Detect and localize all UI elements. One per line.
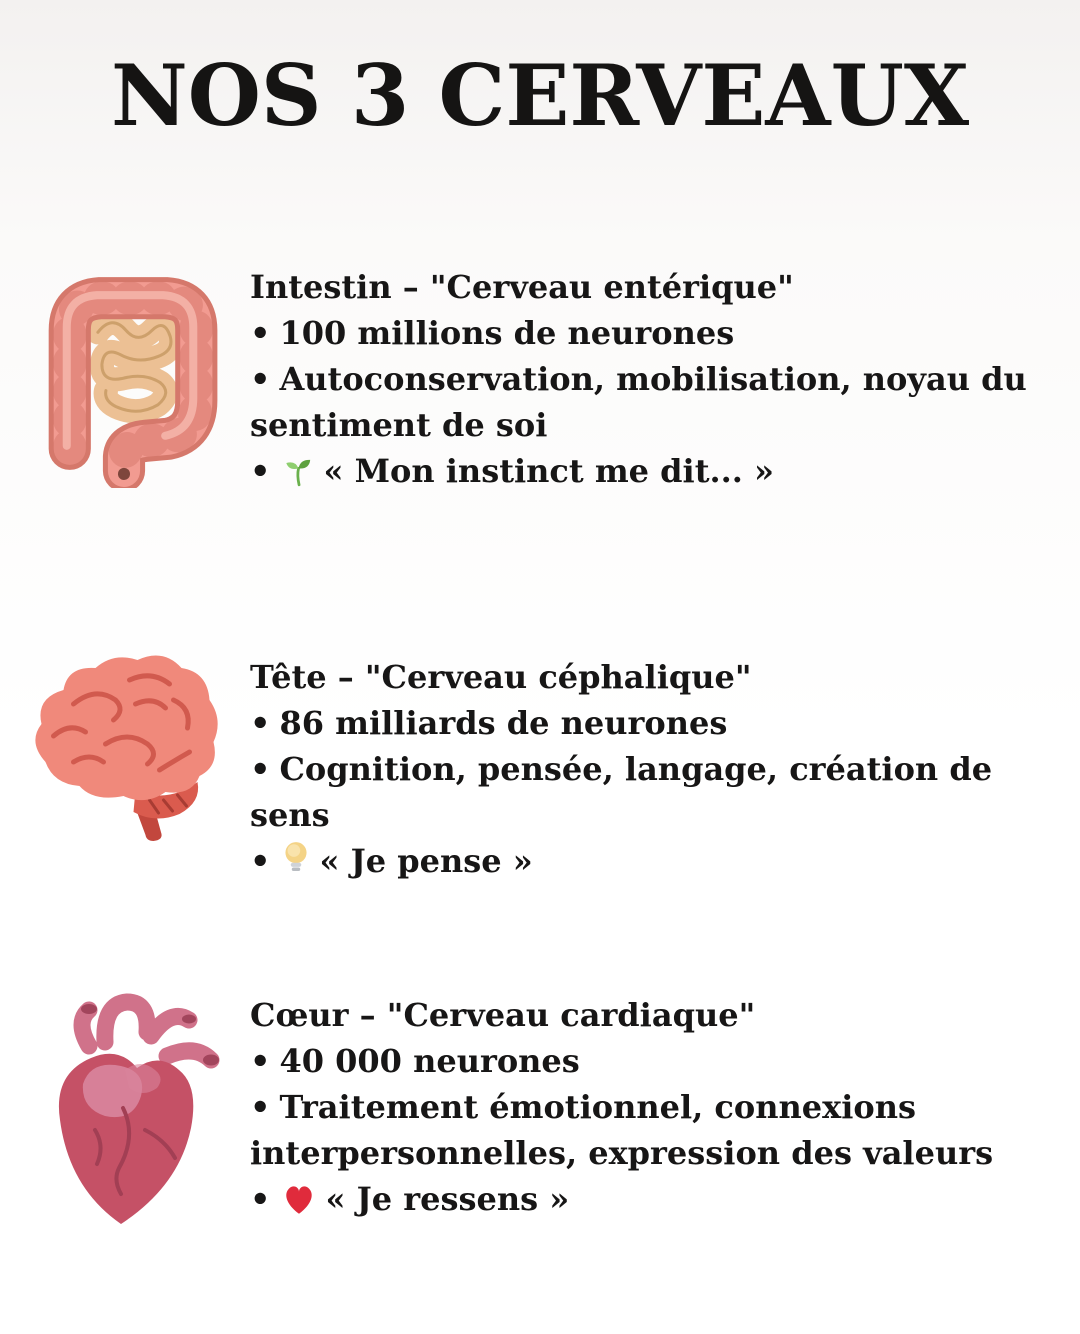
bullet-text: Traitement émotionnel, connexions interpersonnelles, expression des valeurs [250,1088,994,1172]
section-tete-text [250,642,1040,884]
brain-illustration [0,642,250,842]
brain-drawing [17,642,233,842]
bullet-line [250,1038,1040,1084]
bullet-line [250,1176,1040,1222]
bullet-marker: • [250,1180,271,1218]
bullet-text: « Mon instinct me dit... » [323,452,775,490]
bullet-line [250,838,1040,884]
bullet-line [250,1084,1040,1176]
bullet-marker: • [250,1042,271,1080]
section-intestin [0,252,1080,494]
bullet-marker: • [250,1088,271,1126]
bullet-text: « Je pense » [319,842,533,880]
intestines-drawing [19,252,231,488]
bullet-marker: • [250,452,271,490]
bullet-marker: • [250,750,271,788]
bullet-text: 100 millions de neurones [279,314,735,352]
section-heading: Tête – "Cerveau céphalique" [250,658,752,696]
bullet-text: « Je ressens » [325,1180,570,1218]
section-tete [0,642,1080,884]
intestines-illustration [0,252,250,488]
section-coeur [0,980,1080,1238]
seedling-icon [281,454,315,488]
bullet-text: 86 milliards de neurones [279,704,728,742]
bullet-marker: • [250,314,271,352]
bullet-line [250,356,1040,448]
lightbulb-icon [281,840,311,878]
section-intestin-text [250,252,1040,494]
red-heart-icon [281,1183,317,1216]
anatomical-heart-illustration [0,980,250,1238]
bullet-line [250,448,1040,494]
bullet-text: Cognition, pensée, langage, création de sens [250,750,993,834]
bullet-line [250,700,1040,746]
bullet-line [250,746,1040,838]
bullet-marker: • [250,360,271,398]
anatomical-heart-drawing [25,980,225,1238]
bullet-line [250,310,1040,356]
bullet-text: Autoconservation, mobilisation, noyau du sentiment de soi [250,360,1027,444]
section-heading: Intestin – "Cerveau entérique" [250,268,794,306]
section-coeur-text [250,980,1040,1222]
bullet-text: 40 000 neurones [279,1042,580,1080]
bullet-marker: • [250,704,271,742]
page-title: NOS 3 CERVEAUX [110,46,970,145]
section-heading: Cœur – "Cerveau cardiaque" [250,996,756,1034]
bullet-marker: • [250,842,271,880]
